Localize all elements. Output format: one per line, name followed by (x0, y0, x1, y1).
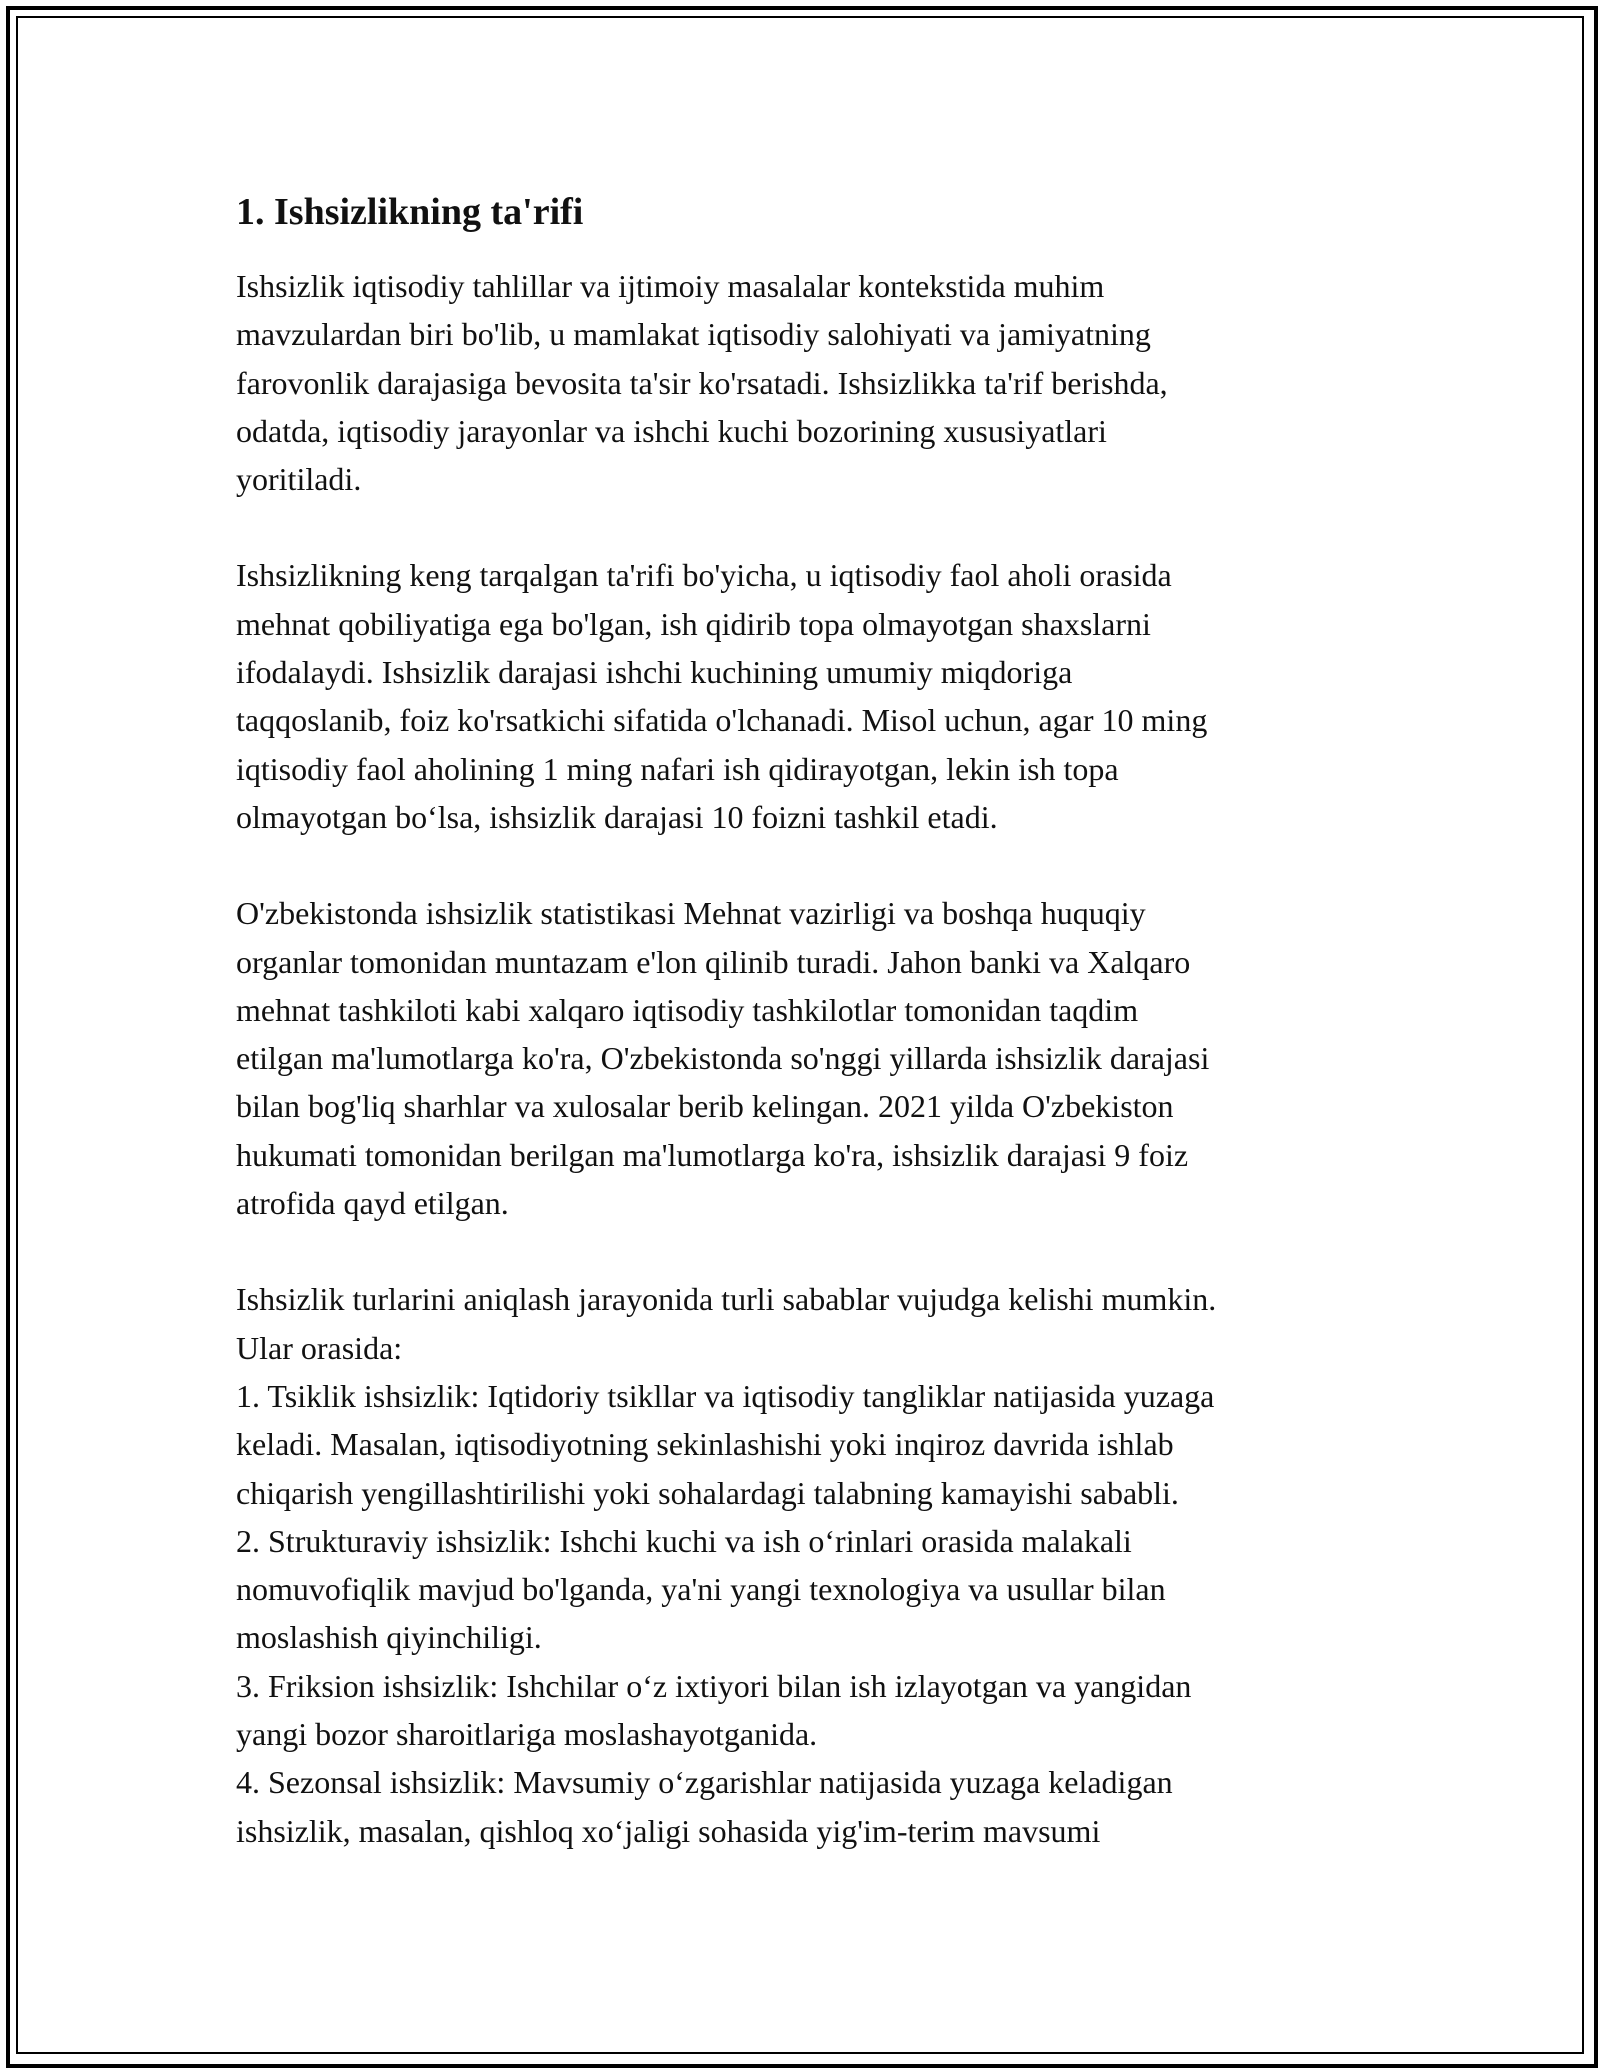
document-body (236, 186, 1386, 1855)
paragraph-uzbekistan-statistics: O'zbekistonda ishsizlik statistikasi Mehnat vazirligi va boshqa huquqiy organlar tomonidan muntazam e'lon qilinib turadi. Jahon banki va Xalqaro mehnat tashkiloti kabi xalqaro iqtisodiy tashkilotlar tomonidan taqdim etilgan ma'lumotlarga ko'ra, O'zbekistonda so'nggi yillarda ishsizlik darajasi bilan bog'liq sharhlar va xulosalar berib kelingan. 2021 yilda O'zbekiston hukumati tomonidan berilgan ma'lumotlarga ko'ra, ishsizlik darajasi 9 foiz atrofida qayd etilgan. (236, 895, 1210, 1222)
section-title: 1. Ishsizlikning ta'rifi (236, 191, 584, 233)
paragraph-unemployment-types: Ishsizlik turlarini aniqlash jarayonida turli sabablar vujudga kelishi mumkin. Ular orasida: 1. Tsiklik ishsizlik: Iqtidoriy tsikllar va iqtisodiy tangliklar natijasida yuzaga keladi. Masalan, iqtisodiyotning sekinlashishi yoki inqiroz davrida ishlab chiqarish yengillashtirilishi yoki sohalardagi talabning kamayishi sababli. 2. Strukturaviy ishsizlik: Ishchi kuchi va ish o‘rinlari orasida malakali nomuvofiqlik mavjud bo'lganda, ya'ni yangi texnologiya va usullar bilan moslashish qiyinchiligi. 3. Friksion ishsizlik: Ishchilar o‘z ixtiyori bilan ish izlayotgan va yangidan yangi bozor sharoitlariga moslashayotganida. 4. Sezonsal ishsizlik: Mavsumiy o‘zgarishlar natijasida yuzaga keladigan ishsizlik, masalan, qishloq xo‘jaligi sohasida yig'im-terim mavsumi (236, 1281, 1217, 1849)
paragraph-definition-intro: Ishsizlik iqtisodiy tahlillar va ijtimoiy masalalar kontekstida muhim mavzulardan biri bo'lib, u mamlakat iqtisodiy salohiyati va jamiyatning farovonlik darajasiga bevosita ta'sir ko'rsatadi. Ishsizlikka ta'rif berishda, odatda, iqtisodiy jarayonlar va ishchi kuchi bozorining xususiyatlari yoritiladi. (236, 268, 1168, 498)
paragraph-common-definition: Ishsizlikning keng tarqalgan ta'rifi bo'yicha, u iqtisodiy faol aholi orasida mehnat qobiliyatiga ega bo'lgan, ish qidirib topa olmayotgan shaxslarni ifodalaydi. Ishsizlik darajasi ishchi kuchining umumiy miqdoriga taqqoslanib, foiz ko'rsatkichi sifatida o'lchanadi. Misol uchun, agar 10 ming iqtisodiy faol aholining 1 ming nafari ish qidirayotgan, lekin ish topa olmayotgan bo‘lsa, ishsizlik darajasi 10 foizni tashkil etadi. (236, 557, 1208, 835)
